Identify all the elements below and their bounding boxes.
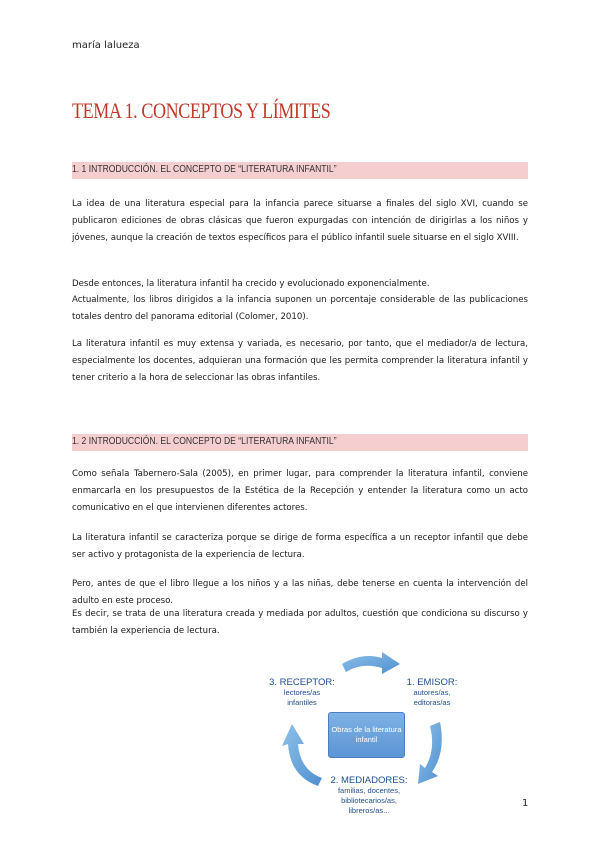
paragraph: Actualmente, los libros dirigidos a la infancia suponen un porcentaje considerable de las publicaciones totales dentro del panorama editorial (Colomer, 2010). xyxy=(72,295,528,322)
author-name: maría lalueza xyxy=(72,40,140,51)
paragraph: La literatura infantil se caracteriza porque se dirige de forma específica a un receptor infantil que debe ser activo y protagonista de la experiencia de lectura. xyxy=(72,533,528,560)
mediadores-label: 2. MEDIADORES: familias, docentes, bibliotecarios/as, libreros/as... xyxy=(330,775,408,815)
section-heading: 1. 1 INTRODUCCIÓN. EL CONCEPTO DE “LITERATURA INFANTIL” xyxy=(72,164,337,175)
section-heading: 1. 2 INTRODUCCIÓN. EL CONCEPTO DE “LITERATURA INFANTIL” xyxy=(72,436,337,447)
paragraph: Como señala Tabernero-Sala (2005), en primer lugar, para comprender la literatura infantil, conviene enmarcarla en los presupuestos de la Estética de la Recepción y entender la literatura como un acto comunicativo en el que intervienen diferentes actores. xyxy=(72,469,528,513)
receptor-label: 3. RECEPTOR: lectores/as infantiles xyxy=(269,677,335,707)
arrow-right-icon xyxy=(418,722,442,784)
emisor-label: 1. EMISOR: autores/as, editoras/as xyxy=(406,677,458,707)
paragraph: Es decir, se trata de una literatura creada y mediada por adultos, cuestión que condiciona su discurso y también la experiencia de lectura. xyxy=(72,609,528,636)
page-number: 1 xyxy=(522,798,529,809)
paragraph: Desde entonces, la literatura infantil ha crecido y evolucionado exponencialmente. xyxy=(72,279,430,289)
paragraph: Pero, antes de que el libro llegue a los niños y a las niñas, debe tenerse en cuenta la intervención del adulto en este proceso. xyxy=(72,579,528,606)
page-title: TEMA 1. CONCEPTOS Y LÍMITES xyxy=(72,98,331,123)
section-heading-bar xyxy=(72,162,528,179)
center-box: Obras de la literatura infantil xyxy=(328,712,405,758)
arrow-top-icon xyxy=(342,652,400,674)
paragraph: La idea de una literatura especial para la infancia parece situarse a finales del siglo XVI, cuando se publicaron ediciones de obras clásicas que fueron expurgadas con intención de dirigirlas a los niños y jóvenes, aunque la creación de textos específicos para el público infantil suele situarse en el siglo XVIII. xyxy=(72,199,528,243)
communication-cycle-diagram xyxy=(262,648,474,818)
paragraph: La literatura infantil es muy extensa y variada, es necesario, por tanto, que el mediador/a de lectura, especialmente los docentes, adquieran una formación que les permita comprender la literatura infantil y tener criterio a la hora de seleccionar las obras infantiles. xyxy=(72,339,528,383)
section-heading-bar xyxy=(72,434,528,451)
